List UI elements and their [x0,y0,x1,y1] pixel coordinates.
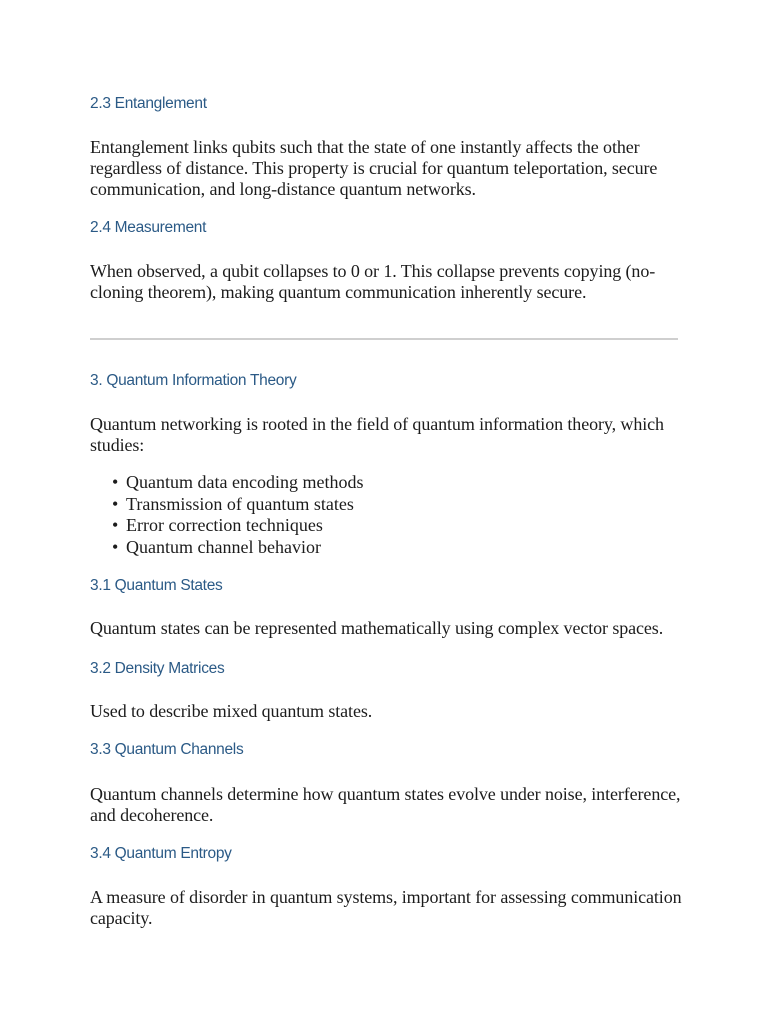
list-item [112,515,363,537]
list-item-text: Error correction techniques [126,515,323,536]
bullet-icon: • [112,537,119,558]
bullet-icon: • [112,493,119,514]
section-body-3-1: Quantum states can be represented mathematically using complex vector spaces. [90,618,664,638]
list-item-text: Quantum data encoding methods [126,472,364,492]
section-body-3-2: Used to describe mixed quantum states. [90,701,373,721]
list-item [112,494,363,516]
section-body-2-3: Entanglement links qubits such that the state of one instantly affects the other regardless of distance. This property is crucial for quantum teleportation, secure communication, and long-distance quantum networks. [90,137,658,199]
bullet-icon: • [112,515,119,536]
section-heading-2-3: 2.3 Entanglement [90,95,207,112]
section-body-2-4: When observed, a qubit collapses to 0 or 1. This collapse prevents copying (no-cloning theorem), making quantum communication inherently secure. [90,261,656,302]
section-body-3-3: Quantum channels determine how quantum states evolve under noise, interference, and decoherence. [90,784,681,825]
section-heading-3-3: 3.3 Quantum Channels [90,741,244,758]
bullet-list [112,472,363,559]
list-item-text: Transmission of quantum states [126,493,354,514]
section-heading-2-4: 2.4 Measurement [90,219,207,236]
section-body-3-4: A measure of disorder in quantum systems, important for assessing communication capacity. [90,887,682,928]
list-item [112,537,363,559]
section-heading-3-1: 3.1 Quantum States [90,577,223,594]
bullet-icon: • [112,472,119,492]
section-heading-3-4: 3.4 Quantum Entropy [90,845,232,862]
list-item [112,472,363,494]
list-item-text: Quantum channel behavior [126,537,321,558]
horizontal-divider [90,338,678,340]
section-body-3: Quantum networking is rooted in the field of quantum information theory, which studies: [90,414,664,455]
section-heading-3-2: 3.2 Density Matrices [90,660,225,677]
section-heading-3: 3. Quantum Information Theory [90,372,297,389]
